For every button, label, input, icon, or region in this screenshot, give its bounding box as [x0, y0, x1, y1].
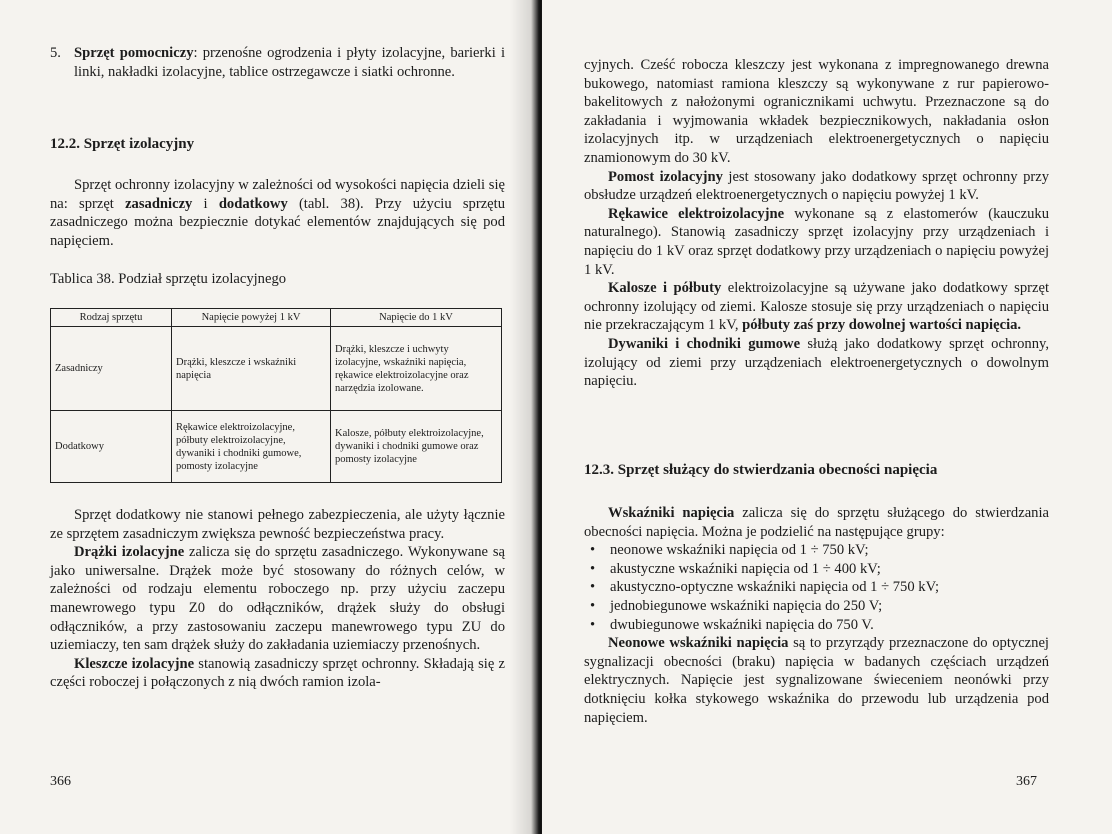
- list-item-text: neonowe wskaźniki napięcia od 1 ÷ 750 kV;: [610, 542, 869, 559]
- section-title-12-2: 12.2. Sprzęt izolacyjny: [50, 136, 195, 152]
- para-dodatkowy: Sprzęt dodatkowy nie stanowi pełnego zabezpieczenia, ale użyty łącznie ze sprzętem zasadniczym zwiększa pewność bezpieczeństwa pracy.: [50, 507, 505, 542]
- list-item: [584, 541, 1049, 560]
- list-item-text: dwubiegunowe wskaźniki napięcia do 750 V.: [610, 616, 874, 633]
- intro-b1: zasadniczy: [125, 195, 193, 212]
- table-cell: Drążki, kleszcze i wskaźniki napięcia: [172, 327, 331, 411]
- table-row: [51, 411, 502, 483]
- table-cell: Drążki, kleszcze i uchwyty izolacyjne, wskaźniki napięcia, rękawice elektroizolacyjne oraz narzędzia izolowane.: [331, 327, 502, 411]
- page-number-left: 366: [50, 774, 71, 789]
- para-kleszcze-cont: cyjnych. Cześć robocza kleszczy jest wykonana z impregnowanego drewna bukowego, natomiast ramiona kleszczy są wykonywane z rur papierowo-bakelitowych z nałożonymi ogranicznikami uchwytu. Przeznaczone są do zakładania i wyjmowania wkładek bezpiecznikowych, nakładania osłon izolacyjnych itp. w urządzeniach elektroenergetycznych o napięciu znamionowym do 30 kV.: [584, 57, 1049, 166]
- para-drazki-text: zalicza się do sprzętu zasadniczego. Wykonywane są jako uniwersalne. Drążek może być stosowany do różnych celów, w zależności od rodzaju elementu roboczego np. przy użyciu zaczepu manewrowego typu Z0 do odłączników, drążek służy do obsługi odłączników, a przy zastosowaniu zaczepu manewrowego typu ZU do uziemiaczy, ten sam drążek służy do zakładania uziemiaczy przenośnych.: [50, 544, 506, 654]
- para-pomost-text: jest stosowany jako dodatkowy sprzęt ochronny przy obsłudze urządzeń elektroenergetycznych o napięciu powyżej 1 kV.: [584, 168, 1050, 204]
- item-body: : przenośne ogrodzenia i płyty izolacyjne, barierki i linki, nakładki izolacyjne, tablice ostrzegawcze i siatki ochronne.: [74, 45, 505, 80]
- para-kalosze-text1: elektroizolacyjne są używane jako dodatkowy sprzęt ochronny izolujący od ziemi. Kalosze stosuje się przy urządzeniach o napięciu nie przekraczającym 1 kV,: [584, 280, 1049, 334]
- list-item-text: akustyczne wskaźniki napięcia od 1 ÷ 400 kV;: [610, 560, 881, 577]
- list-item: [584, 560, 1049, 579]
- right-page: [542, 0, 1112, 834]
- intro-t1: Sprzęt ochronny izolacyjny w zależności od wysokości napięcia dzieli się na: sprzęt: [50, 177, 505, 212]
- para-dywaniki-bold: Dywaniki i chodniki gumowe: [608, 335, 801, 352]
- table-header-cell: Rodzaj sprzętu: [51, 309, 172, 327]
- table-header-row: [51, 309, 502, 327]
- table-header-cell: Napięcie powyżej 1 kV: [172, 309, 331, 327]
- equipment-table: [50, 308, 502, 483]
- para-dywaniki: [584, 335, 1049, 391]
- table-header-cell: Napięcie do 1 kV: [331, 309, 502, 327]
- table-cell: Dodatkowy: [51, 411, 172, 483]
- left-body-text: [50, 506, 505, 692]
- intro-t2: i: [192, 195, 219, 212]
- para-kalosze-bold1: Kalosze i półbuty: [608, 280, 722, 297]
- para-rekawice-bold: Rękawice elektroizolacyjne: [608, 205, 785, 222]
- bullet-icon: •: [590, 560, 596, 577]
- list-item: [584, 578, 1049, 597]
- left-page: [0, 0, 540, 834]
- para-drazki: [50, 543, 505, 655]
- para-neonowe: [584, 634, 1049, 727]
- bullet-icon: •: [590, 542, 596, 559]
- page-number-right: 367: [1016, 774, 1037, 789]
- para-rekawice-text: wykonane są z elastomerów (kauczuku naturalnego). Stanowią zasadniczy sprzęt izolacyjny przy urządzeniach i napięciu do 1 kV oraz sprzęt dodatkowy przy urządzeniach o napięciu powyżej 1 kV.: [584, 205, 1049, 278]
- item-number: 5.: [50, 45, 61, 61]
- para-kalosze: [584, 279, 1049, 335]
- para-pomost: [584, 168, 1049, 205]
- table-caption: Tablica 38. Podział sprzętu izolacyjnego: [50, 271, 287, 287]
- intro-b2: dodatkowy: [218, 195, 288, 212]
- list-item-5: [50, 44, 505, 81]
- list-item: [584, 597, 1049, 616]
- para-kleszcze-text: stanowią zasadniczy sprzęt ochronny. Składają się z części roboczej i połączonych z nią dwóch ramion izola-: [50, 655, 505, 691]
- list-item-text: akustyczno-optyczne wskaźniki napięcia od 1 ÷ 750 kV;: [610, 579, 940, 596]
- para-neonowe-bold: Neonowe wskaźniki napięcia: [608, 635, 789, 652]
- para-wskazniki-text: zalicza się do sprzętu służącego do stwierdzania obecności napięcia. Można je podzielić na następujące grupy:: [584, 505, 1050, 540]
- intro-paragraph: [50, 176, 505, 250]
- bullet-icon: •: [590, 597, 596, 614]
- para-rekawice: [584, 205, 1049, 279]
- indicator-list: [584, 541, 1049, 634]
- para-kleszcze-bold: Kleszcze izolacyjne: [74, 655, 195, 672]
- para-wskazniki-bold: Wskaźniki napięcia: [608, 505, 735, 521]
- para-dywaniki-text: służą jako dodatkowy sprzęt ochronny, izolujący od ziemi przy urządzeniach elektroenergetycznych o dowolnym napięciu.: [584, 335, 1049, 390]
- intro-t3: (tabl. 38). Przy użyciu sprzętu zasadniczego można bezpiecznie dotykać elementów znajdujących się pod napięciem.: [50, 195, 505, 249]
- bullet-icon: •: [590, 579, 596, 596]
- item-bold: Sprzęt pomocniczy: [74, 45, 194, 61]
- para-kleszcze: [50, 655, 505, 692]
- para-neonowe-text: są to przyrządy przeznaczone do optycznej sygnalizacji obecności (braku) napięcia w badanych częściach urządzeń elektrycznych. Napięcie jest sygnalizowane świeceniem neonówki przy dotknięciu kołka stykowego wskaźnika do przewodu lub urządzenia pod napięciem.: [584, 635, 1049, 726]
- list-item-text: jednobiegunowe wskaźniki napięcia do 250 V;: [610, 597, 883, 614]
- table-cell: Kalosze, półbuty elektroizolacyjne, dywaniki i chodniki gumowe oraz pomosty izolacyjne: [331, 411, 502, 483]
- item-text: [74, 44, 505, 81]
- table-row: [51, 327, 502, 411]
- para-pomost-bold: Pomost izolacyjny: [608, 168, 723, 185]
- table-cell: Zasadniczy: [51, 327, 172, 411]
- right-body-text: [584, 56, 1049, 391]
- bullet-icon: •: [590, 616, 596, 633]
- list-item: [584, 616, 1049, 635]
- right-body-text-2: [584, 504, 1049, 727]
- section-title-12-3: 12.3. Sprzęt służący do stwierdzania obecności napięcia: [584, 462, 938, 478]
- table-cell: Rękawice elektroizolacyjne, półbuty elektroizolacyjne, dywaniki i chodniki gumowe, pomosty izolacyjne: [172, 411, 331, 483]
- para-wskazniki: [584, 504, 1049, 541]
- para-kalosze-bold2: półbuty zaś przy dowolnej wartości napięcia.: [742, 317, 1022, 334]
- para-drazki-bold: Drążki izolacyjne: [74, 544, 185, 561]
